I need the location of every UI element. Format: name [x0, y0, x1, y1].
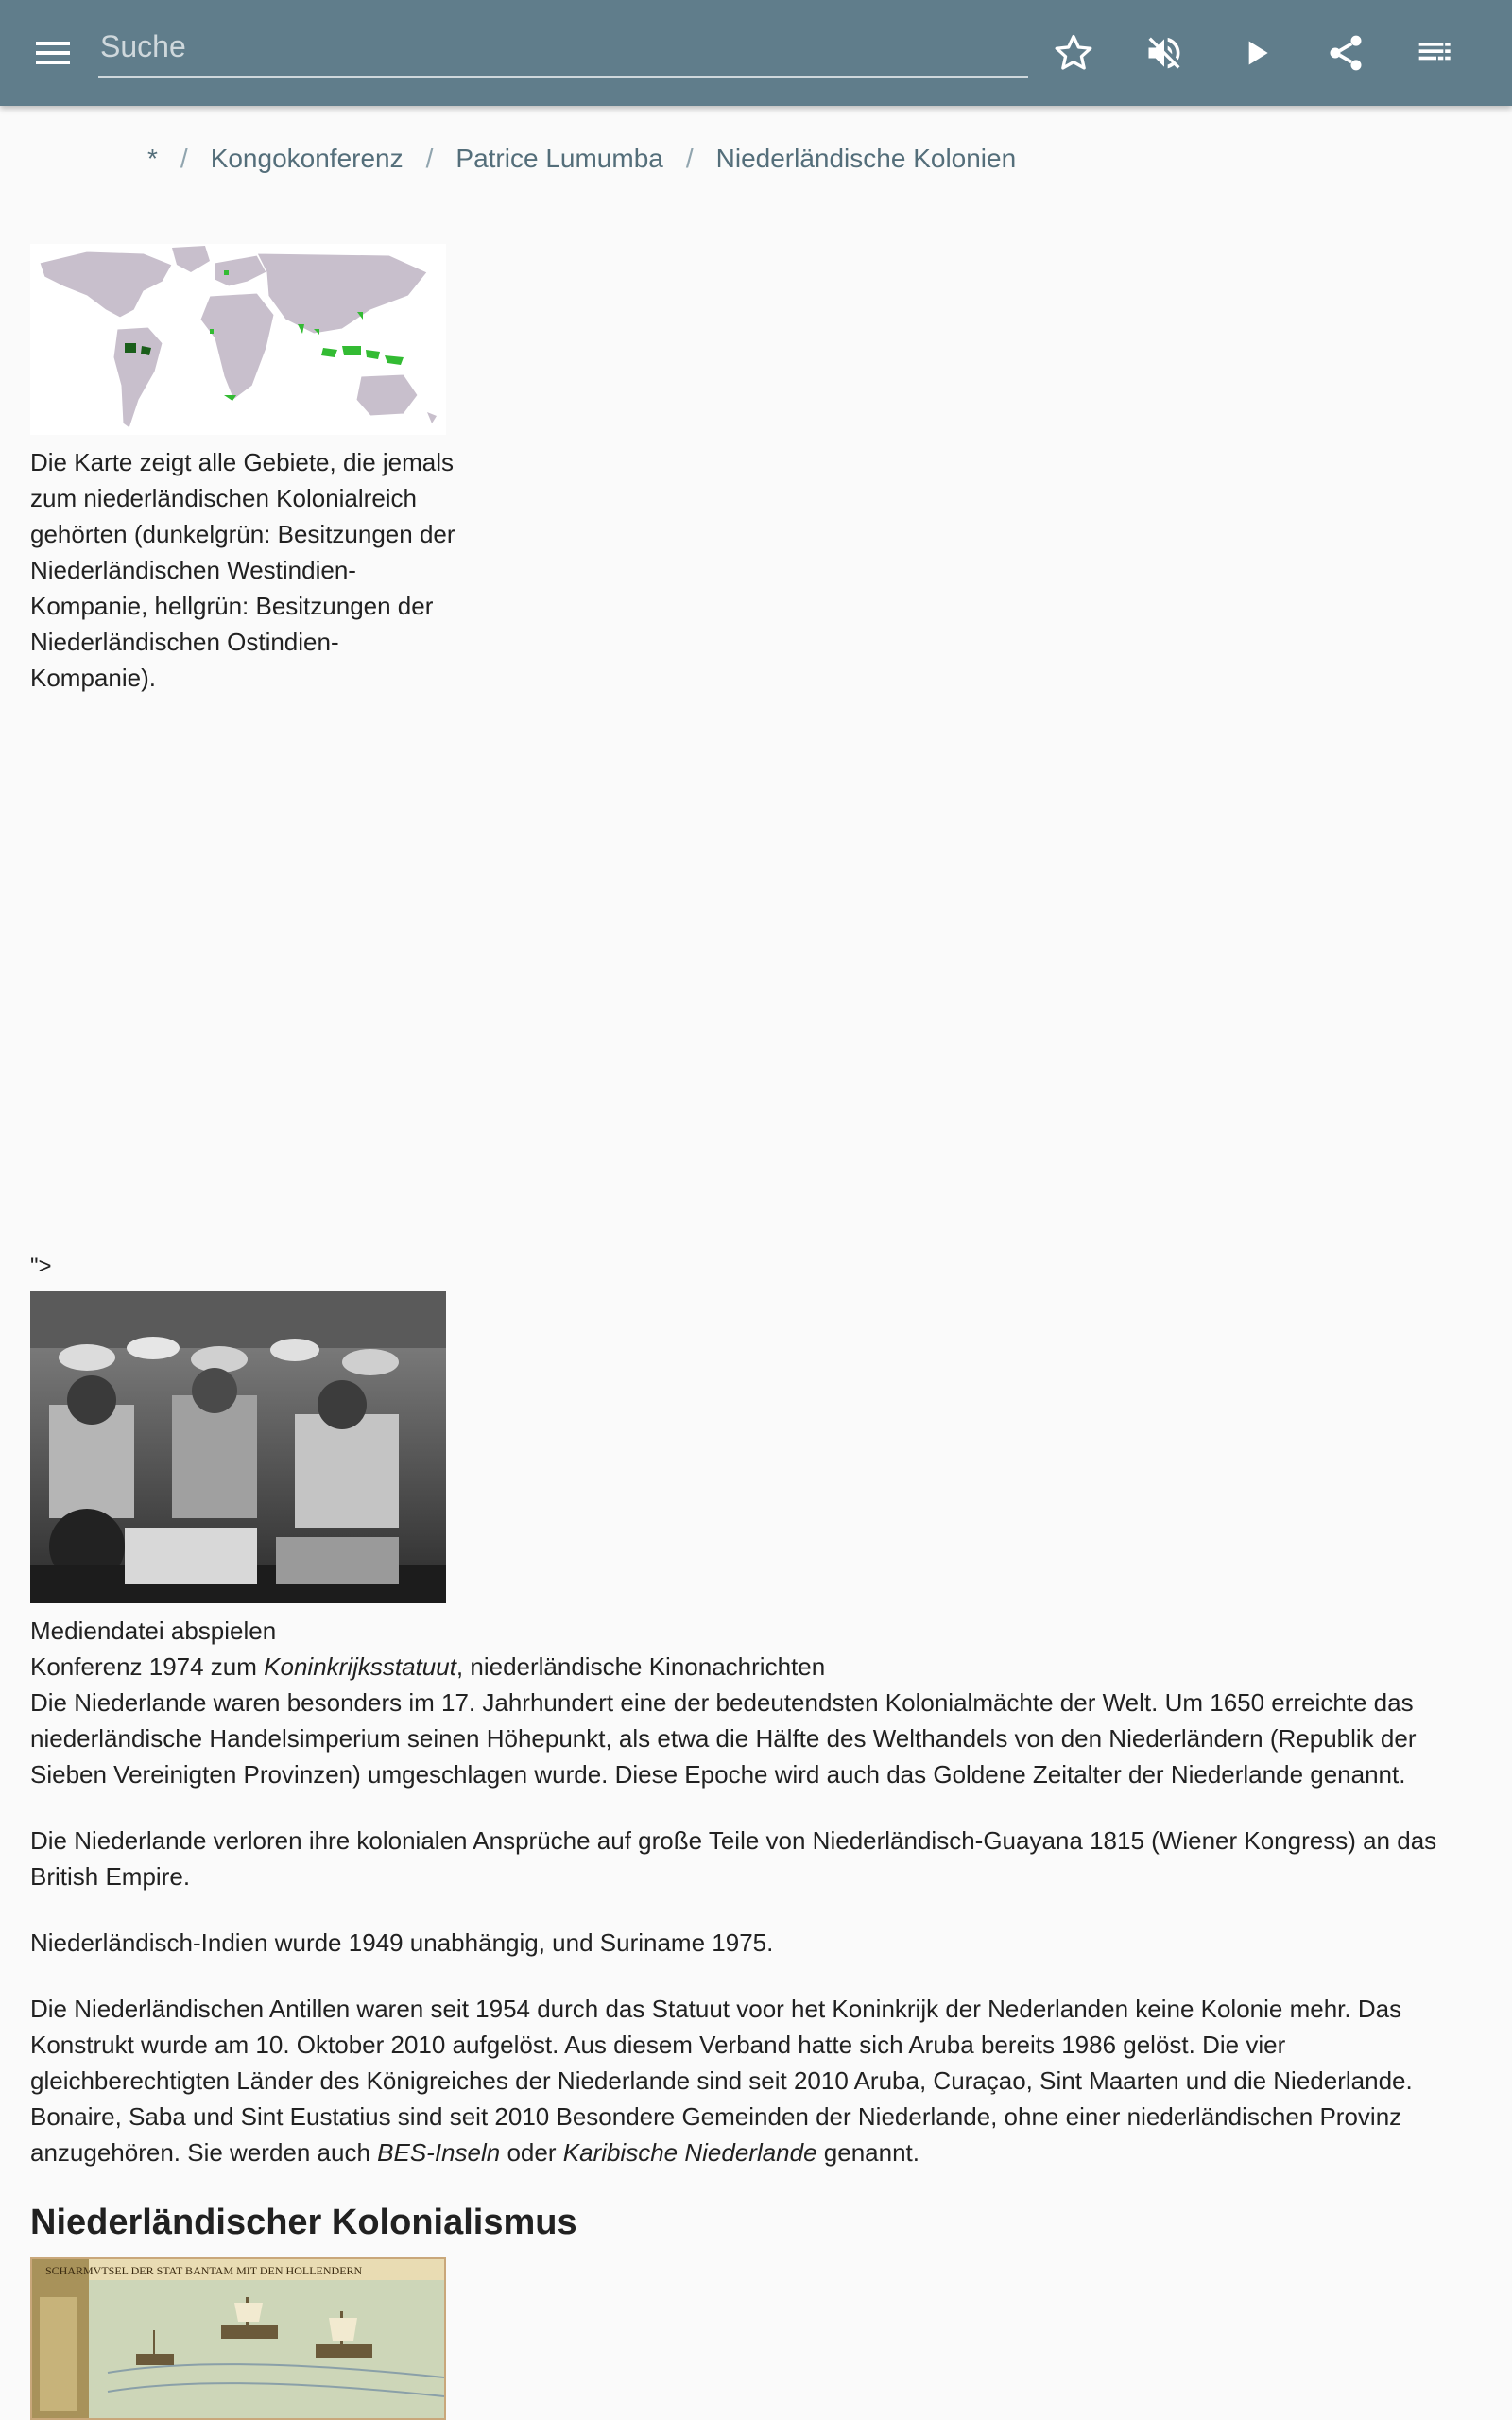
- paragraph-text: Die Niederländischen Antillen waren seit 1954 durch das Statuut voor het Koninkrijk der Nederlanden keine Kolonie mehr. Das Konstrukt wurde am 10. Oktober 2010 aufgelöst. Aus diesem Verband hatte sich Aruba bereits 1986 gelöst. Die vier gleichberechtigten Länder des Königreiches der Niederlande sind seit 2010 Aruba, Curaçao, Sint Maarten und die Niederlande. Bonaire, Saba und Sint Eustatius sind seit 2010 Besondere Gemeinden der Niederlande, ohne einer niederländischen Provinz anzugehören. Sie werden auch: [30, 1995, 1413, 2167]
- breadcrumb-separator: /: [425, 144, 434, 173]
- stray-markup-text: ">: [30, 1253, 52, 1279]
- share-button[interactable]: [1319, 26, 1372, 79]
- star-outline-icon: [1053, 32, 1094, 74]
- paragraph-text: genannt.: [816, 2138, 919, 2167]
- paragraph-antillen: [30, 1991, 1448, 2170]
- breadcrumb-separator: /: [180, 144, 188, 173]
- breadcrumb-separator: /: [685, 144, 694, 173]
- play-icon: [1238, 34, 1276, 72]
- article-body: [30, 1685, 1448, 2201]
- menu-button[interactable]: [26, 28, 79, 78]
- playlist-icon: [1416, 32, 1457, 74]
- world-map-drawing: [30, 244, 446, 435]
- menu-icon: [34, 38, 72, 68]
- play-media-link[interactable]: Mediendatei abspielen: [30, 1616, 277, 1645]
- play-button[interactable]: [1230, 26, 1283, 79]
- breadcrumb: [147, 140, 1016, 178]
- paragraph-golden-age: Die Niederlande waren besonders im 17. Jahrhundert eine der bedeutendsten Kolonialmächte der Welt. Um 1650 erreichte das niederländische Handelsimperium seinen Höhepunkt, als etwa die Hälfte des Welthandels von den Niederländern (Republik der Sieben Vereinigten Provinzen) umgeschlagen wurde. Diese Epoche wird auch das Goldene Zeitalter der Niederlande genannt.: [30, 1688, 1417, 1789]
- paragraph-independence: Niederländisch-Indien wurde 1949 unabhängig, und Suriname 1975.: [30, 1928, 774, 1957]
- section-heading: Niederländischer Kolonialismus: [30, 2203, 577, 2242]
- karibische-niederlande-term: Karibische Niederlande: [562, 2138, 817, 2167]
- media-caption-emphasis: Koninkrijksstatuut: [264, 1652, 456, 1681]
- world-map-image[interactable]: [30, 244, 446, 435]
- paragraph-guayana: Die Niederlande verloren ihre kolonialen Ansprüche auf große Teile von Niederländisch-Guayana 1815 (Wiener Kongress) an das British Empire.: [30, 1826, 1437, 1891]
- media-caption-text: Konferenz 1974 zum: [30, 1652, 265, 1681]
- breadcrumb-item-patrice-lumumba[interactable]: Patrice Lumumba: [455, 144, 663, 173]
- media-caption: [30, 1649, 1448, 1685]
- playlist-button[interactable]: [1410, 26, 1463, 79]
- breadcrumb-home[interactable]: *: [147, 144, 158, 173]
- media-video-thumbnail[interactable]: [30, 1291, 446, 1603]
- map-caption: Die Karte zeigt alle Gebiete, die jemals zum niederländischen Kolonialreich gehörten (dunkelgrün: Besitzungen der Niederländischen Westindien-Kompanie, hellgrün: Besitzungen der Niederländischen Ostindien-Kompanie).: [30, 448, 455, 692]
- conference-photo: [30, 1291, 446, 1603]
- engraving-image[interactable]: [30, 2257, 446, 2420]
- media-caption-block: [30, 1613, 1448, 1685]
- volume-off-icon: [1143, 32, 1185, 74]
- engraving-banner-text: SCHARMVTSEL DER STAT BANTAM MIT DEN HOLLENDERN: [45, 2264, 363, 2277]
- bes-inseln-term: BES-Inseln: [377, 2138, 501, 2167]
- bookmark-button[interactable]: [1047, 26, 1100, 79]
- engraving-drawing: [32, 2259, 444, 2418]
- paragraph-text: oder: [500, 2138, 563, 2167]
- media-caption-text: , niederländische Kinonachrichten: [455, 1652, 826, 1681]
- breadcrumb-item-current[interactable]: Niederländische Kolonien: [715, 144, 1017, 173]
- top-app-bar: [0, 0, 1512, 106]
- share-icon: [1325, 32, 1366, 74]
- breadcrumb-item-kongokonferenz[interactable]: Kongokonferenz: [210, 144, 404, 173]
- search-input[interactable]: [98, 17, 1032, 76]
- mute-button[interactable]: [1138, 26, 1191, 79]
- search-field: [98, 17, 1028, 78]
